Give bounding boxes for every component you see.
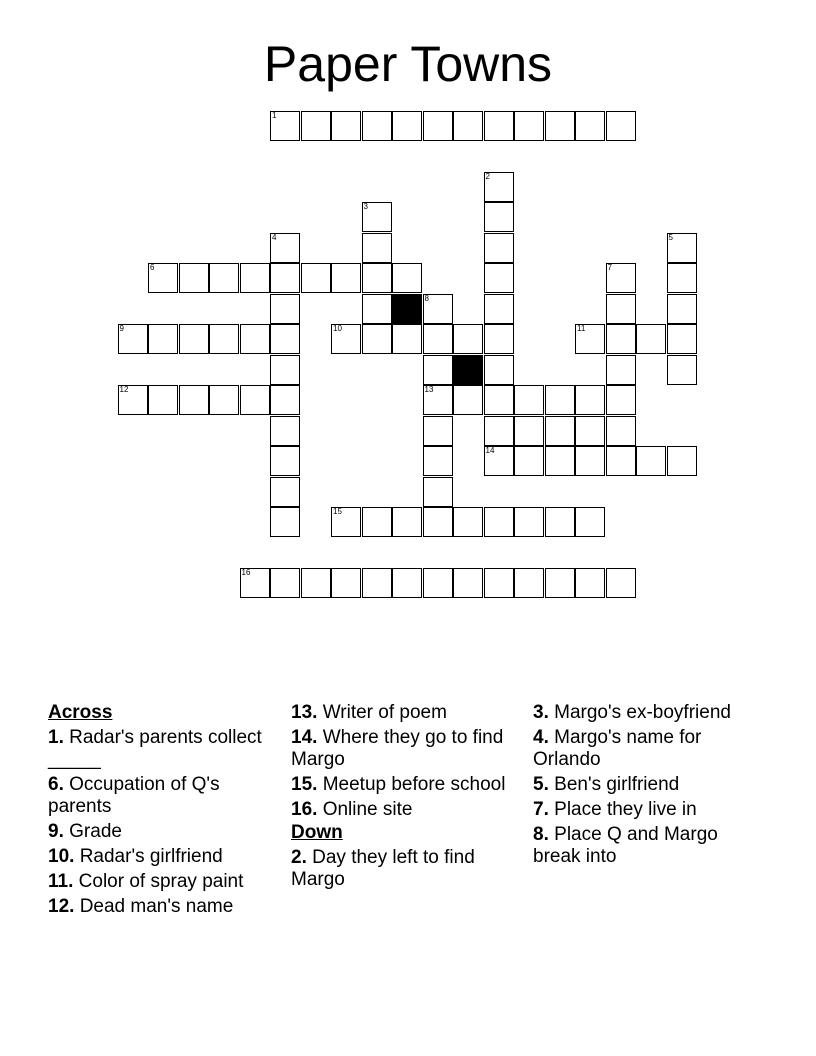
grid-cell[interactable] [270,294,300,324]
grid-cell[interactable] [118,385,148,415]
grid-cell[interactable] [301,568,331,598]
grid-cell[interactable] [453,507,483,537]
clue-down-2: 2. Day they left to find Margo [291,847,475,890]
grid-cell[interactable] [392,263,422,293]
grid-cell[interactable] [270,263,300,293]
grid-cell[interactable] [270,385,300,415]
grid-cell[interactable] [331,324,361,354]
grid-cell[interactable] [331,111,361,141]
clue-across-14: 14. Where they go to find Margo [291,727,504,770]
clues-column-2 [291,702,521,894]
clue-down-3: 3. Margo's ex-boyfriend [533,702,731,723]
grid-cell[interactable] [514,385,544,415]
grid-cell[interactable] [362,507,392,537]
grid-cell[interactable] [606,568,636,598]
grid-cell[interactable] [514,446,544,476]
grid-cell[interactable] [362,263,392,293]
grid-cell[interactable] [606,263,636,293]
clue-across-6: 6. Occupation of Q's parents [48,774,220,817]
clues-column-3 [533,702,763,871]
grid-cell[interactable] [636,446,666,476]
clue-across-9: 9. Grade [48,821,122,842]
grid-cell[interactable] [484,385,514,415]
grid-cell[interactable] [514,507,544,537]
grid-cell[interactable] [667,263,697,293]
clue-across-12: 12. Dead man's name [48,896,234,917]
grid-cell[interactable] [423,507,453,537]
grid-cell[interactable] [484,568,514,598]
grid-cell[interactable] [423,324,453,354]
grid-cell[interactable] [423,416,453,446]
grid-cell[interactable] [575,446,605,476]
grid-cell[interactable] [667,233,697,263]
grid-cell[interactable] [514,111,544,141]
grid-cell[interactable] [148,263,178,293]
cell-number: 15 [333,507,342,516]
grid-cell[interactable] [270,446,300,476]
grid-cell[interactable] [484,416,514,446]
grid-cell[interactable] [301,111,331,141]
cell-number: 7 [607,263,612,272]
black-cell [392,294,422,324]
grid-cell[interactable] [148,385,178,415]
grid-cell[interactable] [667,446,697,476]
grid-cell[interactable] [606,385,636,415]
grid-cell[interactable] [484,111,514,141]
grid-cell[interactable] [667,355,697,385]
cell-number: 8 [424,293,429,303]
grid-cell[interactable] [392,111,422,141]
grid-cell[interactable] [667,324,697,354]
clue-across-13: 13. Writer of poem [291,702,447,723]
grid-cell[interactable] [484,324,514,354]
cell-number: 4 [272,232,277,242]
grid-cell[interactable] [545,446,575,476]
cell-number: 11 [577,324,586,333]
grid-cell[interactable] [392,324,422,354]
cell-number: 12 [119,385,129,394]
grid-cell[interactable] [209,263,239,293]
grid-cell[interactable] [453,111,483,141]
grid-cell[interactable] [484,233,514,263]
cell-number: 13 [424,385,434,394]
clues-column-1 [48,702,278,921]
grid-cell[interactable] [423,477,453,507]
grid-cell[interactable] [209,385,239,415]
clue-across-10: 10. Radar's girlfriend [48,846,223,867]
grid-cell[interactable] [118,324,148,354]
grid-cell[interactable] [362,111,392,141]
grid-cell[interactable] [453,385,483,415]
grid-cell[interactable] [545,111,575,141]
grid-cell[interactable] [606,294,636,324]
grid-cell[interactable] [392,507,422,537]
grid-cell[interactable] [484,263,514,293]
grid-cell[interactable] [575,416,605,446]
clue-across-11: 11. Color of spray paint [48,871,244,892]
grid-cell[interactable] [362,294,392,324]
clue-down-7: 7. Place they live in [533,799,697,820]
clue-down-8: 8. Place Q and Margo break into [533,824,718,867]
page-title: Paper Towns [263,36,553,92]
grid-cell[interactable] [270,355,300,385]
black-cell [453,355,483,385]
grid-cell[interactable] [240,385,270,415]
grid-cell[interactable] [545,507,575,537]
grid-cell[interactable] [270,233,300,263]
grid-cell[interactable] [545,416,575,446]
cell-number: 5 [668,232,673,242]
grid-cell[interactable] [240,568,270,598]
clue-across-16: 16. Online site [291,799,413,820]
grid-cell[interactable] [484,446,514,476]
grid-cell[interactable] [453,568,483,598]
grid-cell[interactable] [575,568,605,598]
grid-cell[interactable] [301,263,331,293]
grid-cell[interactable] [423,568,453,598]
cell-number: 9 [119,324,124,333]
grid-cell[interactable] [575,111,605,141]
across-heading: Across [48,702,113,723]
grid-cell[interactable] [362,233,392,263]
grid-cell[interactable] [331,263,361,293]
grid-cell[interactable] [240,263,270,293]
grid-cell[interactable] [209,324,239,354]
grid-cell[interactable] [270,568,300,598]
grid-cell[interactable] [545,568,575,598]
grid-cell[interactable] [575,324,605,354]
grid-cell[interactable] [179,324,209,354]
grid-cell[interactable] [392,568,422,598]
grid-cell[interactable] [514,568,544,598]
grid-cell[interactable] [484,507,514,537]
grid-cell[interactable] [484,202,514,232]
grid-cell[interactable] [362,568,392,598]
grid-cell[interactable] [270,507,300,537]
grid-cell[interactable] [545,385,575,415]
clue-across-1: 1. Radar's parents collect _____ [48,727,262,770]
cell-number: 6 [150,263,155,272]
grid-cell[interactable] [270,416,300,446]
grid-cell[interactable] [514,416,544,446]
grid-cell[interactable] [270,477,300,507]
grid-cell[interactable] [423,355,453,385]
grid-cell[interactable] [606,355,636,385]
grid-cell[interactable] [484,355,514,385]
grid-cell[interactable] [179,385,209,415]
grid-cell[interactable] [362,324,392,354]
grid-cell[interactable] [484,294,514,324]
grid-cell[interactable] [606,324,636,354]
grid-cell[interactable] [423,294,453,324]
grid-cell[interactable] [423,446,453,476]
cell-number: 1 [272,110,277,120]
cell-number: 14 [485,446,495,455]
grid-cell[interactable] [331,507,361,537]
clue-down-4: 4. Margo's name for Orlando [533,727,702,770]
grid-cell[interactable] [148,324,178,354]
grid-cell[interactable] [606,416,636,446]
grid-cell[interactable] [240,324,270,354]
grid-cell[interactable] [423,385,453,415]
grid-cell[interactable] [270,111,300,141]
clue-across-15: 15. Meetup before school [291,774,506,795]
cell-number: 3 [363,202,368,211]
grid-cell[interactable] [331,568,361,598]
grid-cell[interactable] [575,385,605,415]
grid-cell[interactable] [606,111,636,141]
cell-number: 2 [485,171,490,181]
grid-cell[interactable] [484,172,514,202]
cell-number: 10 [333,324,342,333]
grid-cell[interactable] [453,324,483,354]
grid-cell[interactable] [179,263,209,293]
grid-cell[interactable] [423,111,453,141]
grid-cell[interactable] [362,202,392,232]
grid-cell[interactable] [636,324,666,354]
grid-cell[interactable] [667,294,697,324]
clue-down-5: 5. Ben's girlfriend [533,774,680,795]
grid-cell[interactable] [606,446,636,476]
down-heading: Down [291,822,343,843]
grid-cell[interactable] [270,324,300,354]
cell-number: 16 [241,568,251,577]
grid-cell[interactable] [575,507,605,537]
